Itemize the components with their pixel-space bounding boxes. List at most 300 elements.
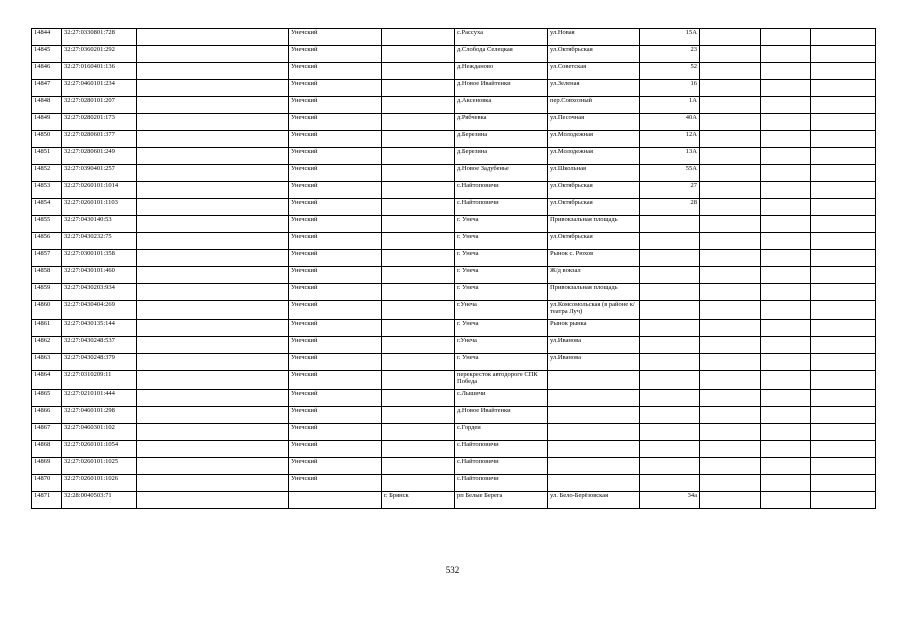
locality-cell: г. Унеча [455, 284, 548, 301]
record-number-cell: 14851 [32, 148, 62, 165]
settlement-cell [382, 46, 455, 63]
registry-table [31, 28, 876, 509]
locality-cell: г. Унеча [455, 250, 548, 267]
district-cell: Унечский [289, 441, 382, 458]
locality-cell: с.Гордеи [455, 424, 548, 441]
cadastral-number-cell: 32:27:0260101:1014 [62, 182, 137, 199]
empty-cell [700, 407, 761, 424]
settlement-cell [382, 284, 455, 301]
locality-cell: с.Рассуха [455, 29, 548, 46]
house-number-cell [640, 475, 700, 492]
empty-cell [700, 267, 761, 284]
locality-cell: перекресток автодороге СПК Победа [455, 371, 548, 390]
street-cell: пер.Совхозный [548, 97, 640, 114]
empty-cell [761, 267, 811, 284]
empty-cell [761, 390, 811, 407]
table-row [32, 80, 876, 97]
street-cell [548, 424, 640, 441]
cadastral-number-cell: 32:27:0330801:728 [62, 29, 137, 46]
empty-cell [137, 131, 289, 148]
district-cell: Унечский [289, 390, 382, 407]
house-number-cell: 52 [640, 63, 700, 80]
settlement-cell [382, 267, 455, 284]
empty-cell [761, 492, 811, 509]
record-number-cell: 14854 [32, 199, 62, 216]
house-number-cell [640, 337, 700, 354]
record-number-cell: 14866 [32, 407, 62, 424]
empty-cell [811, 233, 876, 250]
settlement-cell [382, 424, 455, 441]
cadastral-number-cell: 32:27:0160401:136 [62, 63, 137, 80]
empty-cell [811, 97, 876, 114]
empty-cell [137, 114, 289, 131]
locality-cell: г.Унеча [455, 301, 548, 320]
empty-cell [761, 441, 811, 458]
settlement-cell [382, 301, 455, 320]
district-cell: Унечский [289, 458, 382, 475]
empty-cell [811, 250, 876, 267]
empty-cell [700, 475, 761, 492]
record-number-cell: 14869 [32, 458, 62, 475]
empty-cell [700, 301, 761, 320]
empty-cell [137, 250, 289, 267]
locality-cell: д.Новое Ивайтенки [455, 407, 548, 424]
house-number-cell [640, 284, 700, 301]
empty-cell [811, 301, 876, 320]
house-number-cell: 12А [640, 131, 700, 148]
record-number-cell: 14863 [32, 354, 62, 371]
empty-cell [700, 337, 761, 354]
empty-cell [761, 46, 811, 63]
settlement-cell [382, 148, 455, 165]
locality-cell: д.Аксеновка [455, 97, 548, 114]
empty-cell [700, 250, 761, 267]
record-number-cell: 14858 [32, 267, 62, 284]
house-number-cell [640, 371, 700, 390]
district-cell: Унечский [289, 29, 382, 46]
cadastral-number-cell: 32:27:0430140:53 [62, 216, 137, 233]
street-cell: ул.Новая [548, 29, 640, 46]
empty-cell [700, 424, 761, 441]
cadastral-number-cell: 32:27:0280601:377 [62, 131, 137, 148]
district-cell: Унечский [289, 371, 382, 390]
locality-cell: с.Найтоповичи [455, 475, 548, 492]
house-number-cell: 16 [640, 80, 700, 97]
empty-cell [761, 233, 811, 250]
empty-cell [137, 320, 289, 337]
record-number-cell: 14852 [32, 165, 62, 182]
empty-cell [811, 29, 876, 46]
district-cell: Унечский [289, 337, 382, 354]
empty-cell [137, 354, 289, 371]
empty-cell [761, 337, 811, 354]
empty-cell [761, 148, 811, 165]
empty-cell [700, 354, 761, 371]
table-row [32, 97, 876, 114]
locality-cell: г. Унеча [455, 354, 548, 371]
cadastral-number-cell: 32:27:0360201:292 [62, 46, 137, 63]
empty-cell [137, 475, 289, 492]
table-row [32, 165, 876, 182]
empty-cell [137, 182, 289, 199]
table-row [32, 199, 876, 216]
record-number-cell: 14848 [32, 97, 62, 114]
cadastral-number-cell: 32:27:0430248:379 [62, 354, 137, 371]
record-number-cell: 14871 [32, 492, 62, 509]
street-cell: ул.Молодежная [548, 131, 640, 148]
cadastral-number-cell: 32:27:0280201:173 [62, 114, 137, 131]
cadastral-number-cell: 32:27:0390401:257 [62, 165, 137, 182]
district-cell: Унечский [289, 301, 382, 320]
record-number-cell: 14867 [32, 424, 62, 441]
table-row [32, 148, 876, 165]
empty-cell [137, 46, 289, 63]
empty-cell [811, 148, 876, 165]
cadastral-number-cell: 32:27:0310209:11 [62, 371, 137, 390]
table-row [32, 29, 876, 46]
street-cell: ул.Иванова [548, 354, 640, 371]
street-cell [548, 458, 640, 475]
empty-cell [137, 29, 289, 46]
empty-cell [811, 267, 876, 284]
district-cell: Унечский [289, 63, 382, 80]
street-cell: ул.Песочная [548, 114, 640, 131]
locality-cell: г. Унеча [455, 320, 548, 337]
settlement-cell [382, 250, 455, 267]
locality-cell: г. Унеча [455, 216, 548, 233]
district-cell [289, 492, 382, 509]
empty-cell [811, 424, 876, 441]
street-cell: ул.Иванова [548, 337, 640, 354]
district-cell: Унечский [289, 250, 382, 267]
empty-cell [761, 354, 811, 371]
record-number-cell: 14845 [32, 46, 62, 63]
table-row [32, 233, 876, 250]
record-number-cell: 14860 [32, 301, 62, 320]
locality-cell: д.Березина [455, 131, 548, 148]
empty-cell [137, 199, 289, 216]
district-cell: Унечский [289, 233, 382, 250]
house-number-cell [640, 301, 700, 320]
table-row [32, 320, 876, 337]
cadastral-number-cell: 32:27:0430404:269 [62, 301, 137, 320]
settlement-cell [382, 354, 455, 371]
empty-cell [700, 441, 761, 458]
empty-cell [700, 80, 761, 97]
record-number-cell: 14846 [32, 63, 62, 80]
street-cell: Рынок с. Рюхов [548, 250, 640, 267]
house-number-cell [640, 424, 700, 441]
settlement-cell [382, 80, 455, 97]
empty-cell [137, 301, 289, 320]
empty-cell [811, 46, 876, 63]
street-cell: ул.Школьная [548, 165, 640, 182]
cadastral-number-cell: 32:27:0460101:298 [62, 407, 137, 424]
house-number-cell [640, 354, 700, 371]
house-number-cell [640, 233, 700, 250]
house-number-cell [640, 216, 700, 233]
house-number-cell: 34а [640, 492, 700, 509]
table-row [32, 63, 876, 80]
record-number-cell: 14857 [32, 250, 62, 267]
empty-cell [700, 492, 761, 509]
house-number-cell: 23 [640, 46, 700, 63]
empty-cell [700, 97, 761, 114]
district-cell: Унечский [289, 148, 382, 165]
cadastral-number-cell: 32:27:0260101:1103 [62, 199, 137, 216]
settlement-cell [382, 114, 455, 131]
empty-cell [761, 371, 811, 390]
street-cell [548, 475, 640, 492]
house-number-cell [640, 267, 700, 284]
empty-cell [700, 371, 761, 390]
cadastral-number-cell: 32:27:0260101:1026 [62, 475, 137, 492]
record-number-cell: 14865 [32, 390, 62, 407]
settlement-cell [382, 441, 455, 458]
empty-cell [700, 46, 761, 63]
empty-cell [761, 320, 811, 337]
street-cell: Привокзальная площадь [548, 284, 640, 301]
table-row [32, 492, 876, 509]
empty-cell [761, 199, 811, 216]
cadastral-number-cell: 32:27:0280601:249 [62, 148, 137, 165]
street-cell [548, 390, 640, 407]
record-number-cell: 14855 [32, 216, 62, 233]
empty-cell [761, 284, 811, 301]
house-number-cell [640, 320, 700, 337]
table-row [32, 424, 876, 441]
locality-cell: д.Нежданово [455, 63, 548, 80]
locality-cell: г. Унеча [455, 233, 548, 250]
settlement-cell [382, 320, 455, 337]
empty-cell [700, 216, 761, 233]
cadastral-number-cell: 32:27:0300101:358 [62, 250, 137, 267]
empty-cell [137, 233, 289, 250]
table-row [32, 407, 876, 424]
empty-cell [811, 320, 876, 337]
table-row [32, 131, 876, 148]
table-row [32, 250, 876, 267]
settlement-cell [382, 233, 455, 250]
empty-cell [761, 424, 811, 441]
house-number-cell [640, 441, 700, 458]
house-number-cell: 27 [640, 182, 700, 199]
page-number: 532 [445, 565, 460, 575]
district-cell: Унечский [289, 46, 382, 63]
house-number-cell: 28 [640, 199, 700, 216]
district-cell: Унечский [289, 97, 382, 114]
locality-cell: с.Найтоповичи [455, 199, 548, 216]
house-number-cell [640, 390, 700, 407]
district-cell: Унечский [289, 475, 382, 492]
empty-cell [811, 371, 876, 390]
empty-cell [137, 371, 289, 390]
house-number-cell: 15А [640, 29, 700, 46]
settlement-cell [382, 475, 455, 492]
empty-cell [761, 301, 811, 320]
street-cell: ул.Октябрьская [548, 233, 640, 250]
empty-cell [811, 284, 876, 301]
empty-cell [811, 441, 876, 458]
registry-body [32, 29, 876, 509]
table-row [32, 46, 876, 63]
empty-cell [700, 182, 761, 199]
cadastral-number-cell: 32:27:0430101:460 [62, 267, 137, 284]
empty-cell [811, 216, 876, 233]
street-cell: ул.Комсомольская (в районе к/театра Луч) [548, 301, 640, 320]
district-cell: Унечский [289, 320, 382, 337]
record-number-cell: 14868 [32, 441, 62, 458]
empty-cell [137, 267, 289, 284]
empty-cell [761, 407, 811, 424]
settlement-cell [382, 199, 455, 216]
empty-cell [137, 424, 289, 441]
house-number-cell: 13А [640, 148, 700, 165]
settlement-cell [382, 165, 455, 182]
empty-cell [137, 441, 289, 458]
district-cell: Унечский [289, 407, 382, 424]
empty-cell [137, 284, 289, 301]
empty-cell [137, 165, 289, 182]
district-cell: Унечский [289, 165, 382, 182]
house-number-cell [640, 407, 700, 424]
empty-cell [761, 165, 811, 182]
empty-cell [700, 114, 761, 131]
empty-cell [811, 199, 876, 216]
empty-cell [700, 199, 761, 216]
district-cell: Унечский [289, 182, 382, 199]
empty-cell [761, 80, 811, 97]
empty-cell [137, 407, 289, 424]
empty-cell [700, 233, 761, 250]
settlement-cell [382, 216, 455, 233]
table-row [32, 216, 876, 233]
empty-cell [700, 458, 761, 475]
record-number-cell: 14844 [32, 29, 62, 46]
street-cell [548, 407, 640, 424]
locality-cell: д.Рябчевка [455, 114, 548, 131]
locality-cell: д.Новое Задубенье [455, 165, 548, 182]
record-number-cell: 14847 [32, 80, 62, 97]
locality-cell: д.Березина [455, 148, 548, 165]
settlement-cell [382, 29, 455, 46]
house-number-cell: 55А [640, 165, 700, 182]
locality-cell: рп Белые Берега [455, 492, 548, 509]
street-cell: ул.Зеленая [548, 80, 640, 97]
record-number-cell: 14861 [32, 320, 62, 337]
house-number-cell [640, 250, 700, 267]
empty-cell [811, 63, 876, 80]
record-number-cell: 14850 [32, 131, 62, 148]
empty-cell [700, 320, 761, 337]
table-row [32, 475, 876, 492]
empty-cell [811, 337, 876, 354]
record-number-cell: 14856 [32, 233, 62, 250]
district-cell: Унечский [289, 267, 382, 284]
table-row [32, 354, 876, 371]
settlement-cell [382, 337, 455, 354]
empty-cell [700, 63, 761, 80]
settlement-cell [382, 131, 455, 148]
empty-cell [761, 475, 811, 492]
street-cell: ул.Октябрьская [548, 199, 640, 216]
empty-cell [761, 216, 811, 233]
street-cell: ул.Молодежная [548, 148, 640, 165]
settlement-cell: г. Брянск [382, 492, 455, 509]
empty-cell [761, 114, 811, 131]
locality-cell: с.Найтоповичи [455, 182, 548, 199]
empty-cell [811, 182, 876, 199]
settlement-cell [382, 97, 455, 114]
table-row [32, 337, 876, 354]
empty-cell [137, 390, 289, 407]
empty-cell [761, 131, 811, 148]
district-cell: Унечский [289, 354, 382, 371]
record-number-cell: 14859 [32, 284, 62, 301]
cadastral-number-cell: 32:27:0430248:537 [62, 337, 137, 354]
cadastral-number-cell: 32:27:0430232:75 [62, 233, 137, 250]
settlement-cell [382, 390, 455, 407]
empty-cell [700, 29, 761, 46]
locality-cell: д.Слобода Селецкая [455, 46, 548, 63]
district-cell: Унечский [289, 114, 382, 131]
district-cell: Унечский [289, 80, 382, 97]
district-cell: Унечский [289, 199, 382, 216]
settlement-cell [382, 407, 455, 424]
cadastral-number-cell: 32:27:0430135:144 [62, 320, 137, 337]
cadastral-number-cell: 32:27:0260101:1054 [62, 441, 137, 458]
table-row [32, 458, 876, 475]
empty-cell [700, 131, 761, 148]
settlement-cell [382, 371, 455, 390]
street-cell: ул.Советская [548, 63, 640, 80]
empty-cell [811, 390, 876, 407]
cadastral-number-cell: 32:27:0280101:207 [62, 97, 137, 114]
house-number-cell [640, 458, 700, 475]
locality-cell: с.Лышичи [455, 390, 548, 407]
record-number-cell: 14862 [32, 337, 62, 354]
empty-cell [761, 63, 811, 80]
empty-cell [137, 337, 289, 354]
street-cell: ул. Бело-Берёзовская [548, 492, 640, 509]
record-number-cell: 14870 [32, 475, 62, 492]
table-row [32, 267, 876, 284]
street-cell [548, 371, 640, 390]
district-cell: Унечский [289, 424, 382, 441]
house-number-cell: 40А [640, 114, 700, 131]
empty-cell [700, 165, 761, 182]
record-number-cell: 14849 [32, 114, 62, 131]
cadastral-number-cell: 32:27:0430203:934 [62, 284, 137, 301]
street-cell: Привокзальная площадь [548, 216, 640, 233]
street-cell: ул.Октябрьская [548, 182, 640, 199]
empty-cell [761, 29, 811, 46]
empty-cell [811, 80, 876, 97]
cadastral-number-cell: 32:27:0460301:102 [62, 424, 137, 441]
empty-cell [811, 131, 876, 148]
district-cell: Унечский [289, 216, 382, 233]
empty-cell [761, 97, 811, 114]
empty-cell [811, 165, 876, 182]
empty-cell [137, 63, 289, 80]
empty-cell [811, 114, 876, 131]
empty-cell [700, 148, 761, 165]
locality-cell: с.Найтоповичи [455, 441, 548, 458]
cadastral-number-cell: 32:27:0210101:444 [62, 390, 137, 407]
locality-cell: г.Унеча [455, 337, 548, 354]
empty-cell [700, 284, 761, 301]
table-row [32, 301, 876, 320]
